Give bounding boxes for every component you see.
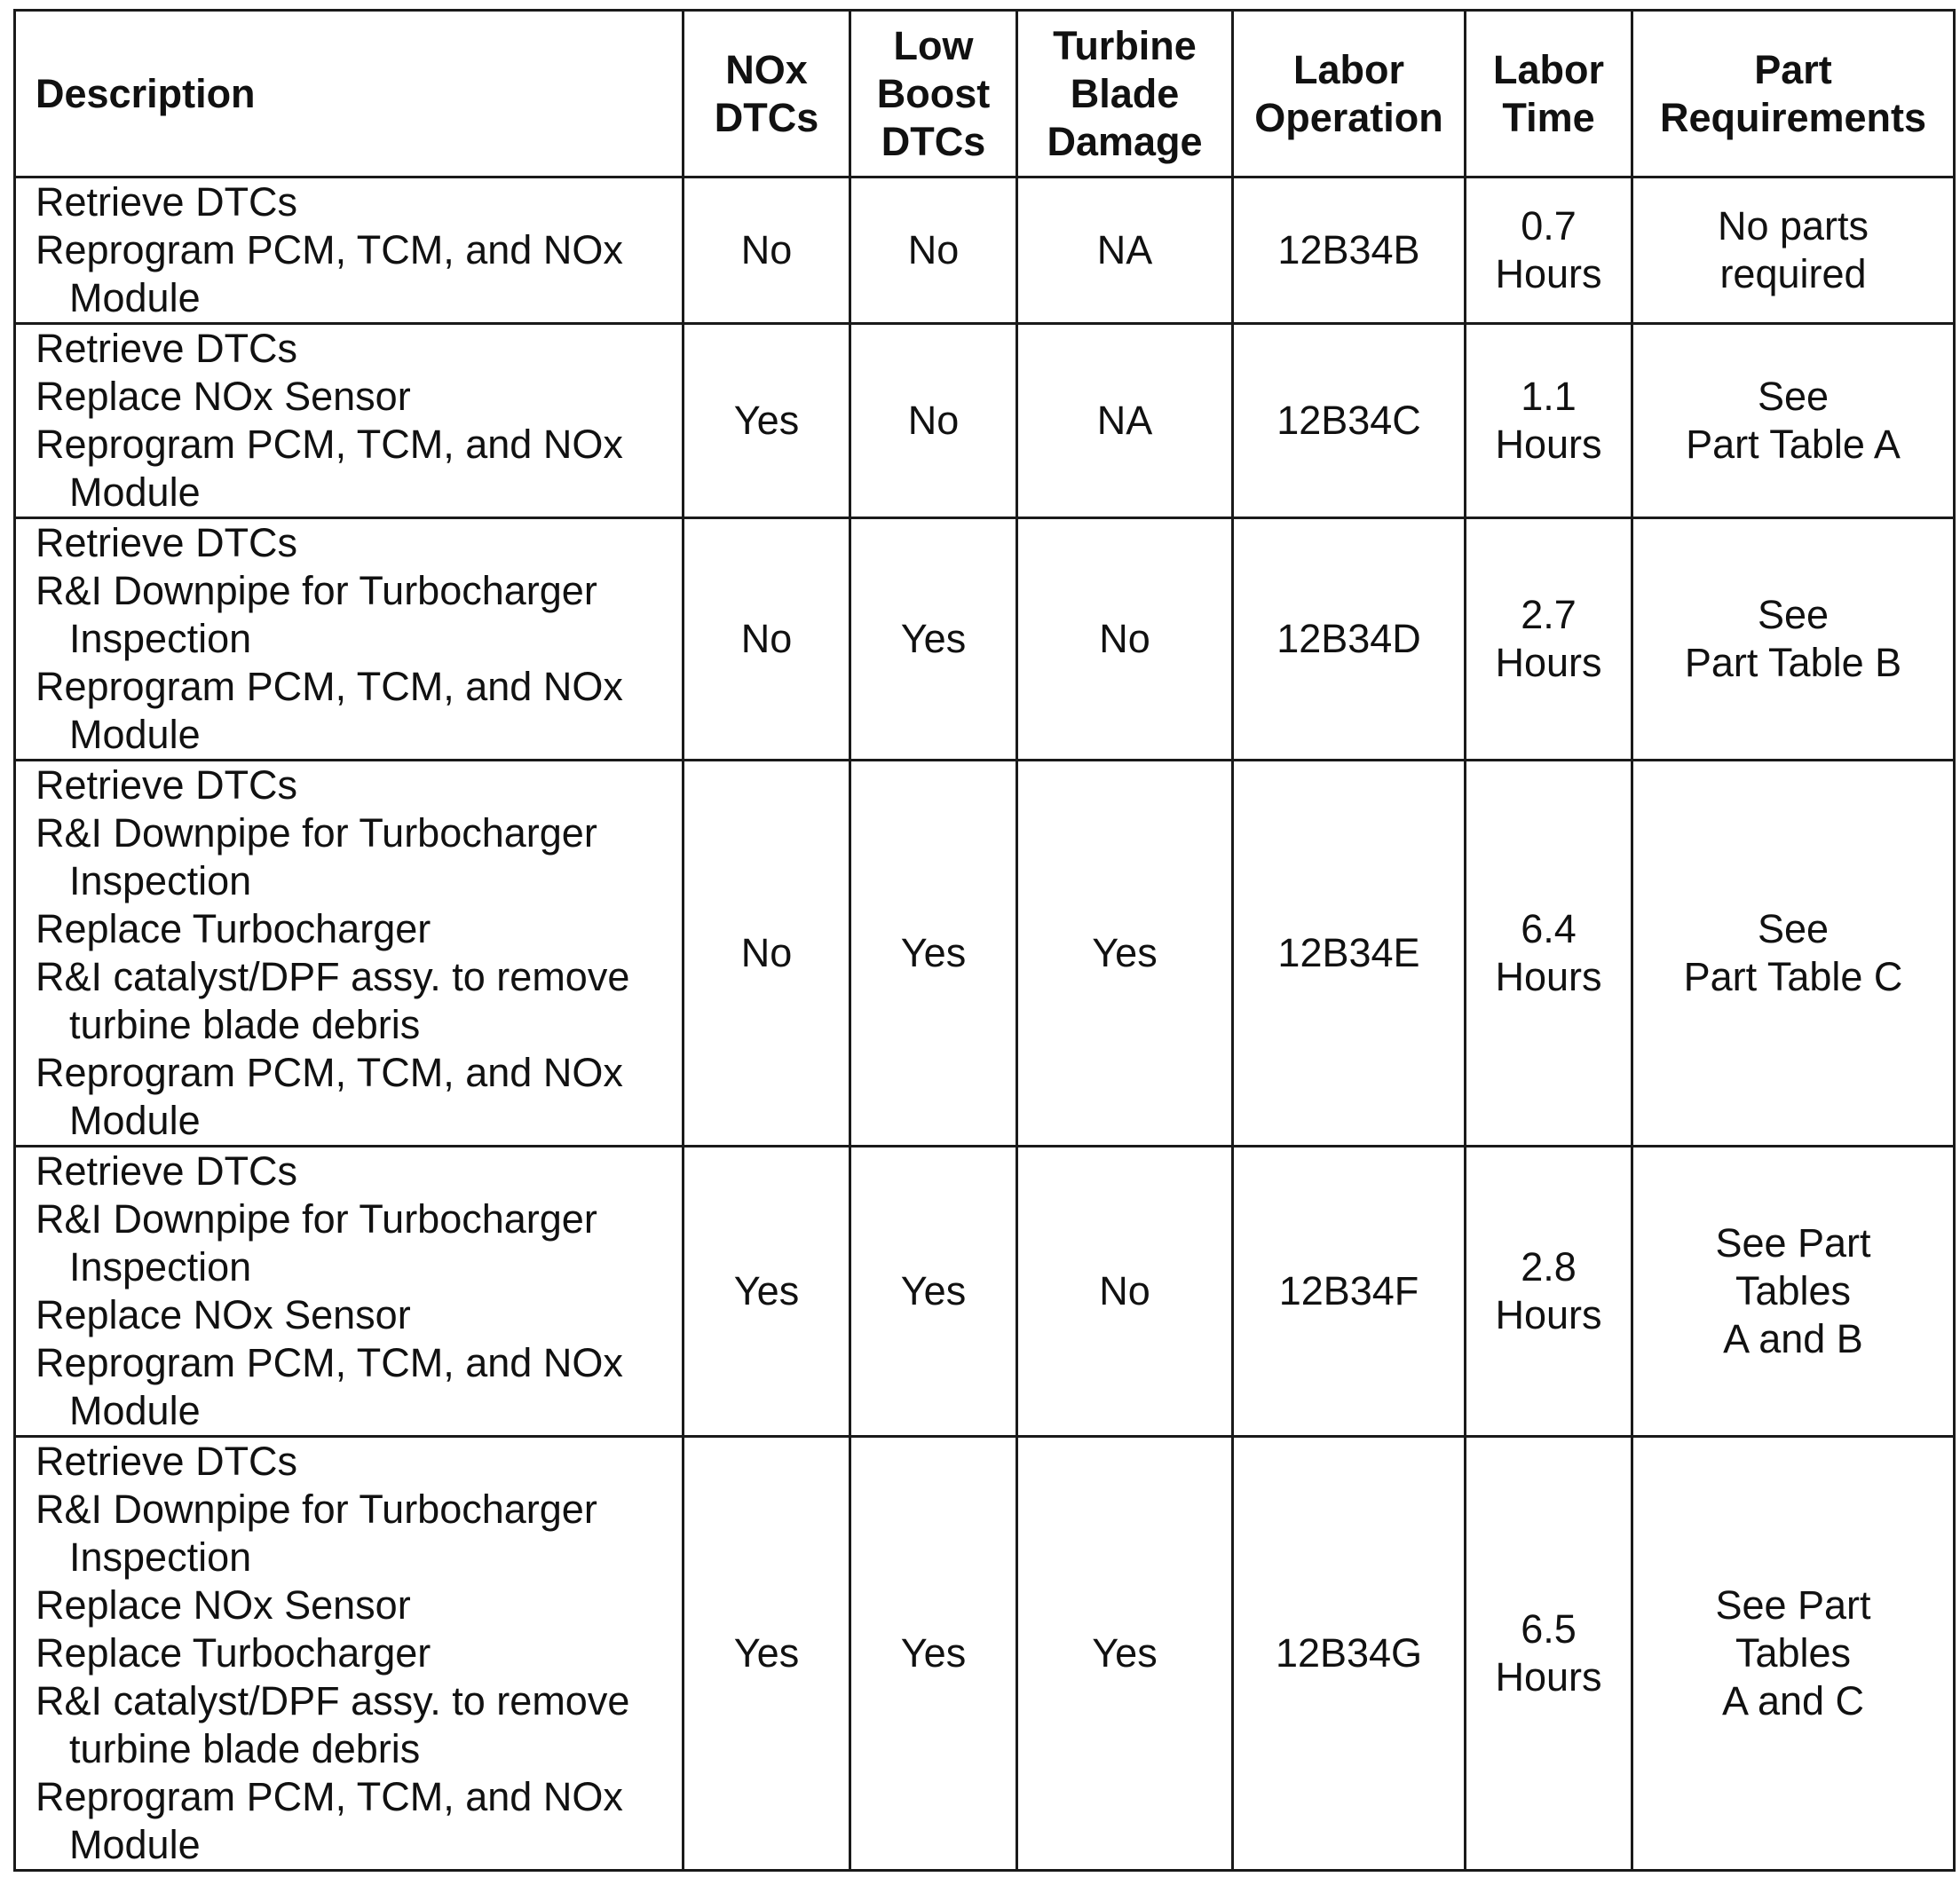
turbine-blade-damage-cell: Yes [1017,761,1233,1147]
header-line: Labor [1492,46,1604,92]
header-line: Requirements [1659,94,1927,140]
part-requirements-cell [1632,1437,1955,1871]
turbine-blade-damage-cell: No [1017,518,1233,761]
header-description [15,11,684,177]
low-boost-dtcs-cell: Yes [850,761,1017,1147]
labor-time-line: 2.7 [1521,592,1577,637]
procedure-step: Replace Turbocharger [36,1630,431,1676]
labor-time-line: Hours [1495,954,1602,999]
procedure-step: Retrieve DTCs [36,1439,298,1484]
part-requirements-line: See [1757,592,1830,637]
part-requirements-line: Part Table B [1684,640,1902,685]
procedure-step: Retrieve DTCs [36,1148,298,1194]
labor-time-cell [1466,1437,1632,1871]
labor-operation-cell: 12B34E [1233,761,1466,1147]
procedure-step: R&I Downpipe for Turbocharger [36,810,597,856]
header-nox-dtcs [684,11,850,177]
procedure-step: Reprogram PCM, TCM, and NOx [36,227,623,272]
procedure-step: R&I catalyst/DPF assy. to remove [36,1678,630,1723]
procedure-step: Retrieve DTCs [36,326,298,371]
part-requirements-cell [1632,761,1955,1147]
turbine-blade-damage-cell: Yes [1017,1437,1233,1871]
labor-operation-cell: 12B34D [1233,518,1466,761]
part-requirements-line: See Part [1715,1582,1871,1628]
turbine-blade-damage-cell: NA [1017,324,1233,518]
description-cell [15,1437,684,1871]
header-line: Labor [1292,46,1404,92]
header-line: Time [1502,94,1595,140]
header-low-boost-dtcs [850,11,1017,177]
labor-time-cell [1466,518,1632,761]
procedure-step-continuation: Inspection [69,1244,252,1289]
labor-time-line: 1.1 [1521,374,1577,419]
part-requirements-cell [1632,177,1955,324]
nox-dtcs-cell: No [684,518,850,761]
labor-time-cell [1466,177,1632,324]
table-row [15,177,1955,324]
turbine-blade-damage-cell: No [1017,1147,1233,1437]
header-line: Blade [1070,70,1180,116]
header-line: Part [1754,46,1832,92]
procedure-step: Retrieve DTCs [36,520,298,565]
table-row [15,761,1955,1147]
labor-operation-cell: 12B34G [1233,1437,1466,1871]
labor-time-cell [1466,324,1632,518]
labor-operation-cell: 12B34F [1233,1147,1466,1437]
part-requirements-line: Tables [1735,1630,1852,1676]
procedure-step: Replace NOx Sensor [36,1292,411,1337]
procedure-step-continuation: Inspection [69,1534,252,1580]
procedure-step: Reprogram PCM, TCM, and NOx [36,1050,623,1095]
header-line: NOx [725,46,808,92]
labor-time-line: Hours [1495,422,1602,467]
part-requirements-line: A and B [1723,1316,1863,1361]
procedure-step: Reprogram PCM, TCM, and NOx [36,1774,623,1819]
procedure-step: R&I Downpipe for Turbocharger [36,568,597,613]
procedure-step: Reprogram PCM, TCM, and NOx [36,422,623,467]
low-boost-dtcs-cell: Yes [850,518,1017,761]
header-line: Operation [1254,94,1443,140]
procedure-step-continuation: turbine blade debris [69,1002,421,1047]
procedure-step: R&I Downpipe for Turbocharger [36,1196,597,1242]
part-requirements-line: required [1719,251,1867,296]
nox-dtcs-cell: Yes [684,1147,850,1437]
table-row [15,518,1955,761]
part-requirements-line: See Part [1715,1220,1871,1266]
procedure-step: Reprogram PCM, TCM, and NOx [36,664,623,709]
labor-time-line: 6.4 [1521,906,1577,951]
procedure-step-continuation: Inspection [69,858,252,903]
low-boost-dtcs-cell: Yes [850,1147,1017,1437]
header-turbine-blade-damage [1017,11,1233,177]
part-requirements-cell [1632,518,1955,761]
part-requirements-line: Part Table C [1683,954,1903,999]
procedure-step: Reprogram PCM, TCM, and NOx [36,1340,623,1385]
table-row [15,324,1955,518]
table-row [15,1437,1955,1871]
header-line: Turbine [1053,22,1197,68]
part-requirements-line: Tables [1735,1268,1852,1313]
header-part-requirements [1632,11,1955,177]
labor-table-sheet [13,9,1953,1871]
procedure-step: Retrieve DTCs [36,179,298,225]
procedure-step-continuation: Module [69,1822,201,1867]
labor-time-line: 0.7 [1521,203,1577,248]
nox-dtcs-cell: Yes [684,324,850,518]
nox-dtcs-cell: No [684,761,850,1147]
labor-time-line: Hours [1495,640,1602,685]
turbine-blade-damage-cell: NA [1017,177,1233,324]
procedure-step: R&I catalyst/DPF assy. to remove [36,954,630,999]
low-boost-dtcs-cell: No [850,177,1017,324]
part-requirements-line: See [1757,374,1830,419]
procedure-step-continuation: Inspection [69,616,252,661]
description-cell [15,177,684,324]
procedure-step-continuation: turbine blade debris [69,1726,421,1771]
header-line: Low [893,22,974,68]
low-boost-dtcs-cell: No [850,324,1017,518]
description-cell [15,1147,684,1437]
procedure-step-continuation: Module [69,712,201,757]
part-requirements-line: Part Table A [1686,422,1901,467]
labor-operations-table [13,9,1956,1872]
procedure-step-continuation: Module [69,469,201,515]
low-boost-dtcs-cell: Yes [850,1437,1017,1871]
nox-dtcs-cell: Yes [684,1437,850,1871]
header-line: Boost [876,70,991,116]
description-cell [15,324,684,518]
labor-operation-cell: 12B34C [1233,324,1466,518]
header-labor-time [1466,11,1632,177]
labor-time-line: 2.8 [1521,1244,1577,1289]
part-requirements-cell [1632,1147,1955,1437]
procedure-step-continuation: Module [69,275,201,320]
description-cell [15,518,684,761]
table-header-row [15,11,1955,177]
procedure-step: Retrieve DTCs [36,762,298,808]
part-requirements-line: A and C [1721,1678,1865,1723]
procedure-step: Replace NOx Sensor [36,1582,411,1628]
labor-time-line: Hours [1495,251,1602,296]
procedure-step-continuation: Module [69,1098,201,1143]
header-labor-operation [1233,11,1466,177]
part-requirements-cell [1632,324,1955,518]
labor-time-line: Hours [1495,1654,1602,1700]
procedure-step-continuation: Module [69,1388,201,1433]
header-line: DTCs [881,118,986,164]
table-body [15,177,1955,1871]
header-line: Damage [1047,118,1203,164]
table-row [15,1147,1955,1437]
procedure-step: R&I Downpipe for Turbocharger [36,1487,597,1532]
nox-dtcs-cell: No [684,177,850,324]
labor-time-cell [1466,761,1632,1147]
labor-operation-cell: 12B34B [1233,177,1466,324]
description-cell [15,761,684,1147]
labor-time-line: Hours [1495,1292,1602,1337]
procedure-step: Replace NOx Sensor [36,374,411,419]
procedure-step: Replace Turbocharger [36,906,431,951]
header-line: DTCs [714,94,819,140]
labor-time-cell [1466,1147,1632,1437]
part-requirements-line: No parts [1717,203,1869,248]
header-line: Description [36,70,256,116]
labor-time-line: 6.5 [1521,1606,1577,1652]
part-requirements-line: See [1757,906,1830,951]
